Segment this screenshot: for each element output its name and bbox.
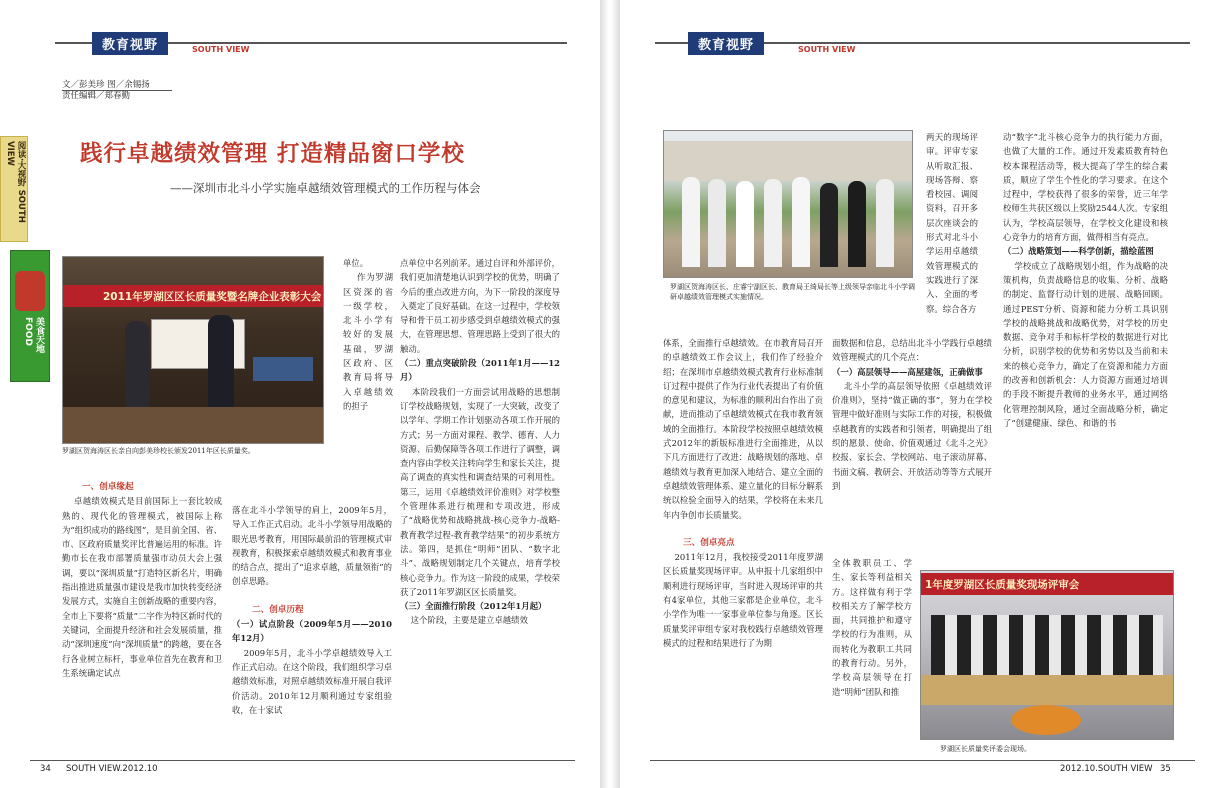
section-tag-en: SOUTH VIEW (192, 45, 250, 54)
side-tab-reading (0, 136, 28, 242)
issue-left: SOUTH VIEW.2012.10 (66, 764, 158, 774)
side-tab-food-label: 美食天地 FOOD (23, 317, 44, 353)
right-column-3 (1003, 130, 1168, 564)
left-column-2-bottom (232, 503, 392, 763)
left-column-3-text1: 点单位中名列前茅。通过自评和外部评价，我们更加清楚地认识到学校的优势，明确了今后的重点改进方向，为下一阶段的深度导入奠定了良好基础。在这一过程中，学校领导和骨干员工初步感受到卓越绩效模式的强大，在管理思想、管理思路上受到了很大的触动。 (400, 258, 560, 354)
page-gutter (600, 0, 620, 788)
page-number-left: 34 (40, 764, 51, 774)
subheading-leadership: （一）高层领导——高屋建瓴，正确做事 (832, 366, 983, 377)
side-tab-food (10, 250, 50, 382)
photo1-caption: 罗湖区贺海涛区长亲自向彭美珍校长颁发2011年区长质量奖。 (62, 447, 255, 455)
side-tab-reading-label: 阅读·大视野 SOUTH VIEW (5, 141, 26, 223)
photo-leaders-visit (663, 130, 913, 278)
footer-rule-left (30, 760, 575, 761)
heading-origin: 一、创卓缘起 (82, 482, 134, 492)
photo-review-meeting (920, 570, 1174, 740)
right-column-1 (663, 336, 823, 760)
subheading-rollout: （三）全面推行阶段（2012年1月起） (400, 601, 547, 612)
article-title: 践行卓越绩效管理 打造精品窗口学校 (80, 141, 465, 167)
subheading-strategy: （二）战略策划——科学创新，描绘蓝图 (1003, 246, 1154, 257)
right-column-1-text1: 体系，全面推行卓越绩效。在市教育局召开的卓越绩效工作会议上，我们作了经验介绍；在深圳市卓越绩效模式教育行业标准制订过程中提供了作为行业代表提出了有价值的意见和建议，为标准的顺利出台作出了贡献，进而推动了卓越绩效模式在我市教育领域的全面推行。本阶段学校按照卓越绩效模式2012年的新版标准进行全面推进，从以下几方面进行了改进：战略规划的落地、卓越绩效与教育更加深入地结合、建立全面的卓越绩效管理体系、建立量化的目标分解系统以检验全面导入的结果，学校将在未来几年内争创市长质量奖。 (663, 338, 823, 520)
photo2-caption: 罗湖区贺海涛区长、庄睿宁副区长、教育局王绮局长等上级领导亲临北斗小学调研卓越绩效管理模式实施情况。 (670, 283, 915, 301)
heading-history: 二、创卓历程 (252, 604, 304, 615)
footer-rule-right (650, 760, 1195, 761)
right-column-2-bottom: 全体教职员工、学生、家长等利益相关方。这样做有利于学校相关方了解学校方面，共同推护和遵守学校的行为准则，从而转化为教职工共同的教育行动。另外，学校高层领导在打造“明师”团队和推 (832, 558, 912, 697)
right-column-3-text2: 学校成立了战略规划小组，作为战略的决策机构，负责战略信息的收集、分析、战略的制定、监督行动计划的进展、战略回顾。通过PEST分析、资源和能力分析工具识别学校的战略挑战和战略优势，对学校的历史数据、竞争对手和标杆学校的数据进行对比分析，识别学校的优势和劣势以及当前和未来的核心竞争力，确定了在资源和能力方面的改善和创新机会：人力资源方面通过培训的手段不断提升教师的业务水平，通过网络化管理控制风险，通过全面战略分析，确定了“创建健康、绿色、和谐的书 (1003, 260, 1168, 428)
section-tag: 教育视野 (92, 32, 168, 55)
right-column-2-top: 两天的现场评审。评审专家从听取汇报、现场答辩、察看校园、调阅资料，召开多层次座谈会的形式对北斗小学运用卓越绩效管理模式的实践进行了深入、全面的考察。综合各方 (926, 132, 978, 314)
right-column-2-mid (832, 336, 992, 556)
subheading-pilot: （一）试点阶段（2009年5月——2010年12月） (232, 619, 392, 644)
right-column-3-text1: 动“数字”北斗核心竞争力的执行能力方面，也做了大量的工作。通过开发素质教育特色校本课程活动等，极大提高了学生的综合素质，顺应了学生个性化的学习要求。在这个过程中，学校获得了很多的荣誉，近三年学校师生共获区级以上奖励2544人次。专家组认为，学校高层领导，在学校文化建设和核心竞争力的培育方面，做得相当有亮点。 (1003, 132, 1168, 243)
issue-right: 2012.10.SOUTH VIEW (1060, 764, 1153, 774)
heading-highlights: 三、创卓亮点 (683, 537, 735, 548)
subheading-breakthrough: （二）重点突破阶段（2011年1月——12月） (400, 358, 560, 383)
photo3-banner-text: 1年度罗湖区长质量奖现场评审会 (925, 579, 1080, 591)
left-column-1-text: 卓越绩效模式是目前国际上一套比较成熟的、现代化的管理模式，被国际上称为“组织成功的路线图”，是目前全国、省、市、区政府质量奖评比普遍运用的标准。许勤市长在我市部署质量强市动员大会上强调，要以“深圳质量”打造特区新名片，明确指出推进质量强市建设是我市加快转变经济发展方式，实施自主创新战略的重要内容，全市上下要将“质量”二字作为特区新时代的关键词，全面提升经济和社会发展质量，推动“深圳速度”向“深圳质量”的跨越，要在各行各业树立标杆，事业单位首先在教育和卫生系统确定试点 (62, 496, 222, 678)
photo-award-ceremony (62, 256, 324, 444)
credit-author: 文／彭美珍 图／余锡扬 (62, 80, 150, 90)
page-number-right: 35 (1160, 764, 1171, 774)
credits (62, 80, 150, 102)
section-tag-en-right: SOUTH VIEW (798, 45, 856, 54)
right-column-2-text1: 面数据和信息，总结出北斗小学践行卓越绩效管理模式的几个亮点： (832, 338, 992, 363)
photo3-caption: 罗湖区长质量奖评委会现场。 (940, 745, 1031, 753)
left-column-2-text2: 2009年5月，北斗小学卓越绩效导入工作正式启动。在这个阶段，我们组织学习卓越绩效标准，对照卓越绩效标准开展自我评价活动。2010年12月顺利通过专家组验收，在十家试 (232, 647, 392, 715)
right-column-1-text2: 2011年12月，我校接受2011年度罗湖区长质量奖现场评审。从申报十几家组织中顺利进行现场评审，当时进入现场评审的共有4家单位，其他三家都是企业单位，北斗小学作为唯一一家事业单位参与角逐。区长质量奖评审组专家对我校践行卓越绩效管理模式的过程和结果进行了为期 (663, 552, 823, 648)
right-page (620, 0, 1219, 788)
left-page (0, 0, 600, 788)
right-column-2-text2: 北斗小学的高层领导依照《卓越绩效评价准则》，坚持“做正确的事”，努力在学校管理中做好准则与实际工作的对接，积极做卓越教育的实践者和引领者，明确提出了组织的愿景、使命、价值观通过《北斗之光》校报、家长会、学校网站、电子滚动屏幕、书面文稿、教研会、开放活动等等方式展开到 (832, 380, 992, 491)
credit-rule (62, 90, 172, 91)
left-column-3-text2: 本阶段我们一方面尝试用战略的思想制订学校战略规划，实现了一大突破，改变了以学年、学期工作计划驱动各项工作开展的方式；另一方面对课程、教学、德育、人力资源、后勤保障等各项工作进行了调整，调查内容由学校关注转向学生和家长关注，提高了调查的真实性和调查结果的可利用性。第三，运用《卓越绩效评价准则》对学校整个管理体系进行梳理和专项改进，形成了“战略优势和战略挑战-核心竞争力-战略-教育教学过程-教育教学结果”的初步系统方法。第四，是抓住“明师”团队、“数字北斗”、战略规划制定几个关键点，培育学校核心竞争力。作为这一阶段的成果，学校荣获了2011年罗湖区区长质量奖。 (400, 386, 560, 597)
flower-arrangement (1011, 705, 1081, 735)
left-column-3 (400, 256, 560, 760)
left-column-1 (62, 480, 222, 760)
section-tag-right: 教育视野 (688, 32, 764, 55)
credit-editor: 责任编辑／郑春勤 (62, 91, 131, 101)
left-column-3-text3: 这个阶段，主要是建立卓越绩效 (400, 615, 528, 626)
article-subtitle: ——深圳市北斗小学实施卓越绩效管理模式的工作历程与体会 (170, 181, 481, 195)
photo-banner-text: 2011年罗湖区区长质量奖暨名牌企业表彰大会 (103, 291, 322, 303)
food-logo-icon (15, 271, 45, 311)
left-column-2-text1: 落在北斗小学领导的肩上，2009年5月，导入工作正式启动。北斗小学领导用战略的眼光思考教育，用国际最前沿的管理模式审视教育，积极探索卓越绩效模式和教育事业的结合点，提出了“追求卓越，质量领衔”的创卓思路。 (232, 505, 392, 587)
left-column-2-top: 单位。 作为罗湖区资深的省一级学校，北斗小学有较好的发展基础，罗湖区政府、区教育局将导入卓越绩效的担子 (343, 258, 393, 411)
